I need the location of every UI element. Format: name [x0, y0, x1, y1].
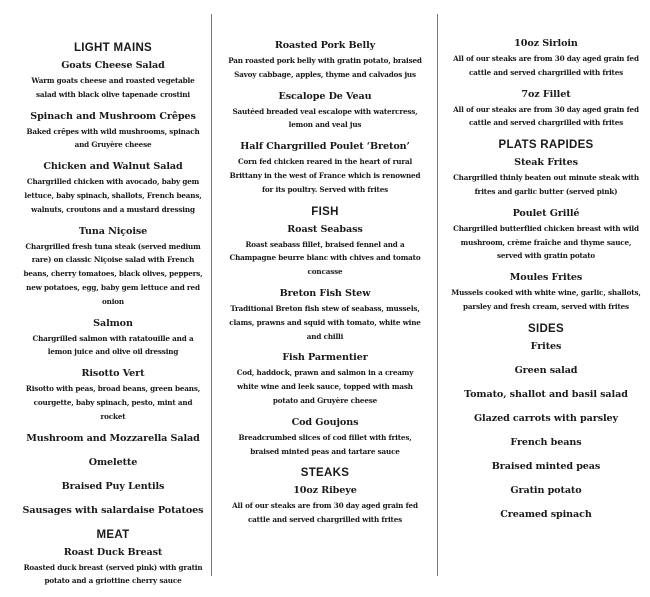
menu-item-description: All of our steaks are from 30 day aged grain fed cattle and served chargrilled with frites [232, 501, 418, 525]
menu-item-title: Tomato, shallot and basil salad [464, 388, 628, 400]
menu-item-title: Sausages with salardaise Potatoes [22, 504, 204, 516]
menu-item [22, 226, 204, 309]
menu-item [22, 505, 204, 516]
menu-item-description: Warm goats cheese and roasted vegetable salad with black olive tapenade crostini [31, 76, 195, 99]
menu-item-title: French beans [510, 436, 582, 448]
menu-item [22, 481, 204, 492]
menu-item [448, 485, 644, 496]
menu-item [226, 224, 424, 279]
menu-item-description: Chargrilled thinly beaten out minute steak with frites and garlic butter (served pink) [453, 173, 639, 196]
menu-item-description: Roasted duck breast (served pink) with gratin potato and a griottine cherry sauce [23, 562, 203, 586]
menu-item-title: Braised minted peas [491, 460, 601, 472]
menu-item-description: Mussels cooked with white wine, garlic, shallots, parsley and fresh cream, served with frites [451, 288, 641, 311]
menu-item-title: Breton Fish Stew [279, 287, 371, 299]
menu-item [448, 208, 644, 263]
menu-item-description: Chargrilled fresh tuna steak (served medium rare) on classic Niçoise salad with French beans, cherry tomatoes, black olives, peppers, new potatoes, egg, baby gem lettuce and red onion [23, 241, 203, 306]
menu-item [22, 368, 204, 423]
menu-item [226, 40, 424, 82]
section-heading: FISH [311, 205, 339, 218]
section-heading: MEAT [96, 528, 130, 541]
menu-column-3 [448, 38, 644, 533]
menu-item [22, 457, 204, 468]
section-heading: STEAKS [300, 467, 350, 480]
menu-item [22, 111, 204, 153]
menu-item [22, 161, 204, 216]
menu-item-title: Spinach and Mushroom Crêpes [30, 110, 196, 122]
menu-item [22, 433, 204, 444]
menu-item-title: Fish Parmentier [282, 352, 368, 364]
menu-item [448, 413, 644, 424]
menu-item [226, 141, 424, 196]
menu-item-title: Gratin potato [510, 484, 582, 496]
menu-item [448, 389, 644, 400]
menu-item [448, 461, 644, 472]
menu-item-title: Creamed spinach [500, 508, 592, 520]
menu-item-title: Risotto Vert [81, 368, 145, 380]
menu-item-description: Roast seabass fillet, braised fennel and a Champagne beurre blanc with chives and tomato concasse [229, 239, 421, 277]
menu-item-description: Traditional Breton fish stew of seabass, mussels, clams, prawns and squid with tomato, white wine and chilli [229, 303, 421, 341]
menu-item-description: Baked crêpes with wild mushrooms, spinach and Gruyère cheese [26, 126, 200, 150]
menu-item [22, 318, 204, 360]
menu-item-description: Risotto with peas, broad beans, green beans, courgette, baby spinach, pesto, mint and rocket [25, 384, 201, 421]
menu-item-description: Pan roasted pork belly with gratin potato, braised Savoy cabbage, apples, thyme and calvados jus [228, 56, 422, 79]
menu-column-1 [22, 38, 204, 597]
menu-item [448, 509, 644, 520]
menu-item-description: Breadcrumbed slices of cod fillet with frites, braised minted peas and tartare sauce [238, 432, 412, 456]
menu-item-description: Chargrilled chicken with avocado, baby gem lettuce, baby spinach, shallots, French beans, walnuts, croutons and a mustard dressing [24, 177, 202, 214]
menu-item-title: Half Chargrilled Poulet ‘Breton’ [240, 141, 410, 153]
menu-item-title: 10oz Sirloin [514, 38, 578, 49]
menu-item [22, 60, 204, 102]
menu-item-title: 10oz Ribeye [293, 485, 357, 497]
menu-item-title: Roast Duck Breast [63, 546, 163, 558]
menu-item-title: Tuna Niçoise [78, 225, 148, 237]
menu-item-title: Salmon [93, 317, 133, 329]
menu-item-title: Moules Frites [509, 272, 583, 284]
menu-item-title: Escalope De Veau [278, 90, 372, 102]
menu-item-description: Chargrilled salmon with ratatouille and a lemon juice and olive oil dressing [32, 333, 194, 357]
menu-item [22, 547, 204, 589]
menu-item [448, 272, 644, 314]
menu-item-title: Frites [530, 340, 562, 352]
menu-item [448, 365, 644, 376]
menu-item-title: Roast Seabass [287, 223, 363, 235]
menu-item-title: Omelette [88, 456, 138, 468]
menu-item-title: Braised Puy Lentils [61, 480, 165, 492]
menu-item-title: Chicken and Walnut Salad [43, 161, 183, 173]
menu-item-description: Cod, haddock, prawn and salmon in a creamy white wine and leek sauce, topped with mash potato and Gruyère cheese [236, 368, 414, 405]
menu-item [448, 38, 644, 80]
menu-item-title: Cod Goujons [291, 416, 359, 428]
menu-item-title: Goats Cheese Salad [61, 60, 165, 71]
menu-item-description: All of our steaks are from 30 day aged grain fed cattle and served chargrilled with frites [453, 104, 639, 128]
menu-item-title: Steak Frites [514, 157, 578, 169]
menu-item-description: Sautéed breaded veal escalope with watercress, lemon and veal jus [232, 106, 418, 130]
menu-item [226, 352, 424, 407]
section-heading: SIDES [527, 322, 564, 335]
menu-item-description: Chargrilled butterflied chicken breast with wild mushroom, crème fraîche and thyme sauce, served with gratin potato [453, 223, 639, 261]
menu-item [226, 417, 424, 459]
menu-item [448, 437, 644, 448]
menu-item [448, 157, 644, 199]
menu-item [226, 485, 424, 527]
menu-item [448, 89, 644, 131]
menu-item-title: Green salad [514, 364, 578, 376]
menu-item [226, 288, 424, 343]
menu-item [448, 341, 644, 352]
menu-item-description: Corn fed chicken reared in the heart of rural Brittany in the west of France which is renowned for its poultry. Served with frites [229, 157, 421, 194]
column-divider [437, 14, 438, 576]
column-divider [211, 14, 212, 576]
section-heading: PLATS RAPIDES [498, 139, 594, 152]
menu-item-title: 7oz Fillet [521, 88, 571, 100]
menu-item [226, 91, 424, 133]
section-heading: LIGHT MAINS [73, 42, 153, 54]
menu-column-2 [226, 40, 424, 536]
menu-item-title: Glazed carrots with parsley [473, 412, 619, 424]
menu-item-description: All of our steaks are from 30 day aged grain fed cattle and served chargrilled with frites [453, 54, 639, 77]
menu-item-title: Roasted Pork Belly [274, 40, 376, 51]
menu-item-title: Poulet Grillé [512, 207, 580, 219]
menu-item-title: Mushroom and Mozzarella Salad [26, 432, 200, 444]
